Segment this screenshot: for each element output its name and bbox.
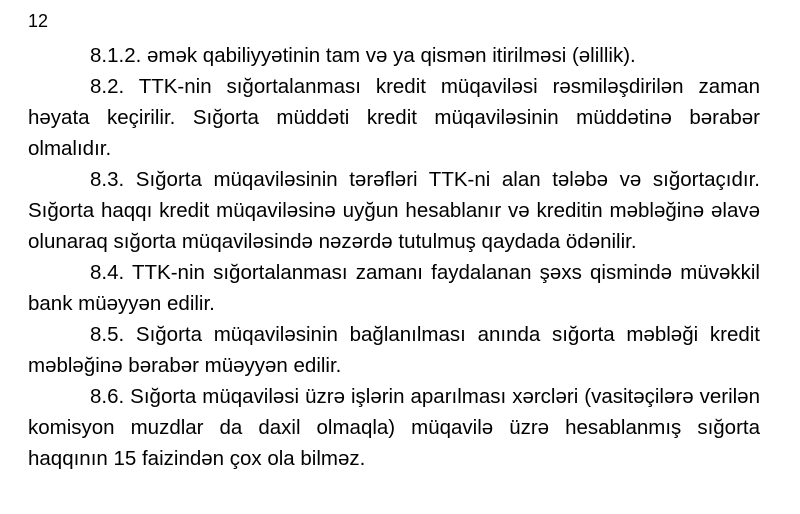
paragraph-8-2: 8.2. TTK-nin sığortalanması kredit müqaviləsi rəsmiləşdirilən zaman həyata keçirilir. Sığorta müddəti kredit müqaviləsinin müddətinə bərabər olmalıdır. bbox=[28, 75, 760, 160]
paragraph-8-1-2: 8.1.2. əmək qabiliyyətinin tam və ya qismən itirilməsi (əlillik). bbox=[90, 44, 636, 67]
paragraph-8-6: 8.6. Sığorta müqaviləsi üzrə işlərin aparılması xərcləri (vasitəçilərə verilən komisyon muzdlar da daxil olmaqla) müqavilə üzrə hesablanmış sığorta haqqının 15 faizindən çox ola bilməz. bbox=[28, 385, 760, 470]
document-body bbox=[28, 40, 766, 474]
paragraph-8-5: 8.5. Sığorta müqaviləsinin bağlanılması anında sığorta məbləği kredit məbləğinə bərabər müəyyən edilir. bbox=[28, 323, 760, 377]
paragraph-8-4: 8.4. TTK-nin sığortalanması zamanı faydalanan şəxs qismində müvəkkil bank müəyyən edilir. bbox=[28, 261, 760, 315]
paragraph-8-3: 8.3. Sığorta müqaviləsinin tərəfləri TTK-ni alan tələbə və sığortaçıdır. Sığorta haqqı kredit müqaviləsinə uyğun hesablanır və kreditin məbləğinə əlavə olunaraq sığorta müqaviləsində nəzərdə tutulmuş qaydada ödənilir. bbox=[28, 168, 760, 253]
page-number: 12 bbox=[28, 11, 49, 31]
